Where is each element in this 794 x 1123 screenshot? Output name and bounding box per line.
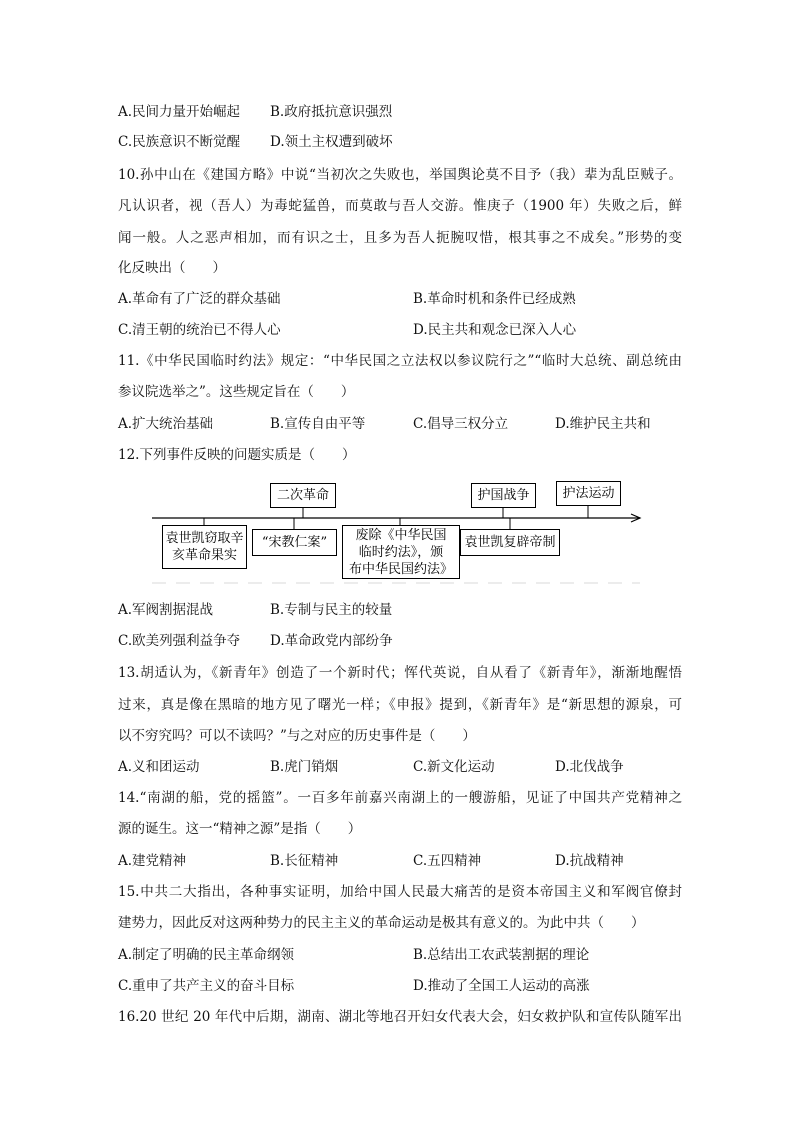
q9-option-d: D.领土主权遭到破坏 (270, 134, 393, 150)
q11-stem-line-2: 参议院选举之”。这些规定旨在（ ） (118, 384, 355, 400)
event-second-revolution (270, 483, 336, 508)
q12-option-b: B.专制与民主的较量 (270, 602, 393, 618)
q15-option-b: B.总结出工农武装割据的理论 (413, 947, 590, 963)
q13-option-c: C.新文化运动 (413, 759, 495, 775)
event-abolish-provisional-constitution (342, 525, 460, 579)
q10-option-d: D.民主共和观念已深入人心 (413, 322, 577, 338)
q9-option-c: C.民族意识不断觉醒 (118, 134, 241, 150)
q13-stem-line-1: 13.胡适认为，《新青年》创造了一个新时代；恽代英说，自从看了《新青年》，渐渐地醒悟 (118, 665, 682, 681)
q11-option-a: A.扩大统治基础 (118, 416, 214, 432)
q11-stem-line-1: 11.《中华民国临时约法》规定：“中华民国之立法权以参议院行之”“临时大总统、副总统由 (118, 353, 682, 369)
q9-option-b: B.政府抵抗意识强烈 (270, 104, 393, 120)
q11-option-d: D.维护民主共和 (555, 416, 651, 432)
q10-option-b: B.革命时机和条件已经成熟 (413, 291, 576, 307)
q10-stem-line-3: 闻一般。人之恶声相加，而有识之士，且多为吾人扼腕叹惜，根其事之不成矣。”形势的变 (118, 230, 682, 246)
q13-stem-line-2: 过来，真是像在黑暗的地方见了曙光一样；《申报》提到，《新青年》是“新思想的源泉，可 (118, 697, 682, 713)
q10-stem-line-1: 10.孙中山在《建国方略》中说“当初次之失败也，举国舆论莫不目予（我）辈为乱臣贼子。 (118, 167, 682, 183)
q12-option-a: A.军阀割据混战 (118, 602, 214, 618)
q13-option-b: B.虎门销烟 (270, 759, 339, 775)
q14-option-c: C.五四精神 (413, 853, 482, 869)
q10-stem-line-2: 凡认识者，视（吾人）为毒蛇猛兽，而莫敢与吾人交游。惟庚子（1900 年）失败之后，鲜 (118, 198, 682, 214)
q15-stem-line-2: 建势力，因此反对这两种势力的民主主义的革命运动是极其有意义的。为此中共（ ） (118, 915, 645, 931)
q16-stem-line-1: 16.20 世纪 20 年代中后期，湖南、湖北等地召开妇女代表大会，妇女救护队和宣传队随军出 (118, 1009, 682, 1025)
q14-option-a: A.建党精神 (118, 853, 187, 869)
q12-option-d: D.革命政党内部纷争 (270, 633, 393, 649)
event-abolish-provisional-constitution-line-1: 废除《中华民国 (355, 527, 447, 543)
q11-option-b: B.宣传自由平等 (270, 416, 366, 432)
event-yuan-seizes-revolution-line-2: 亥革命果实 (171, 548, 237, 563)
event-yuan-seizes-revolution (162, 525, 247, 569)
q15-stem-line-1: 15.中共二大指出，各种事实证明，加给中国人民最大痛苦的是资本帝国主义和军阀官僚封 (118, 884, 682, 900)
q14-option-b: B.长征精神 (270, 853, 339, 869)
q15-option-d: D.推动了全国工人运动的高涨 (413, 978, 590, 994)
q13-option-d: D.北伐战争 (555, 759, 624, 775)
q10-stem-line-4: 化反映出（ ） (118, 260, 226, 276)
q10-option-a: A.革命有了广泛的群众基础 (118, 291, 281, 307)
event-second-revolution-label: 二次革命 (276, 488, 329, 503)
event-national-protection-war-label: 护国战争 (477, 488, 530, 503)
q10-option-c: C.清王朝的统治已不得人心 (118, 322, 281, 338)
q14-stem-line-1: 14.“南湖的船，党的摇篮”。一百多年前嘉兴南湖上的一艘游船，见证了中国共产党精神之 (118, 790, 682, 806)
event-song-jiaoren-case-label: “宋教仁案” (261, 535, 328, 550)
event-yuan-restores-monarchy (460, 529, 560, 556)
event-song-jiaoren-case (252, 529, 337, 556)
event-constitution-protection-movement (556, 481, 621, 506)
event-abolish-provisional-constitution-line-3: 布中华民国约法》 (348, 561, 453, 577)
q11-option-c: C.倡导三权分立 (413, 416, 509, 432)
q13-option-a: A.义和团运动 (118, 759, 200, 775)
event-constitution-protection-movement-label: 护法运动 (562, 486, 615, 501)
q13-stem-line-3: 以不穷究吗？可以不读吗？”与之对应的历史事件是（ ） (118, 728, 476, 744)
q9-option-a: A.民间力量开始崛起 (118, 104, 241, 120)
q14-option-d: D.抗战精神 (555, 853, 624, 869)
q15-option-c: C.重申了共产主义的奋斗目标 (118, 978, 295, 994)
q15-option-a: A.制定了明确的民主革命纲领 (118, 947, 295, 963)
event-yuan-seizes-revolution-line-1: 袁世凯窃取辛 (165, 531, 244, 546)
q12-option-c: C.欧美列强利益争夺 (118, 633, 241, 649)
q12-stem-line-1: 12.下列事件反映的问题实质是（ ） (118, 447, 356, 463)
event-yuan-restores-monarchy-label: 袁世凯复辟帝制 (464, 535, 556, 550)
event-national-protection-war (471, 483, 536, 508)
q14-stem-line-2: 源的诞生。这一“精神之源”是指（ ） (118, 821, 362, 837)
event-abolish-provisional-constitution-line-2: 临时约法》，颁 (358, 544, 444, 560)
